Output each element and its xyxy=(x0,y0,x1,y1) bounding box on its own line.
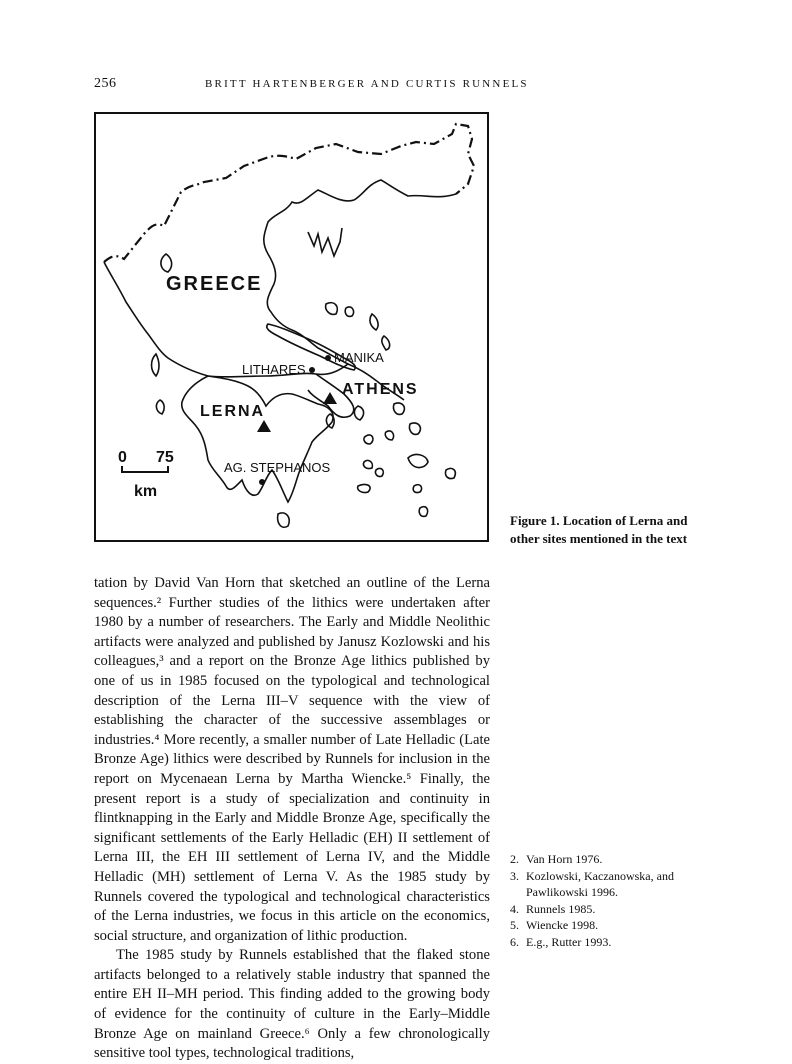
label-athens: ATHENS xyxy=(342,381,419,398)
footnote-text: Kozlowski, Kaczanowska, and Pawlikowski 1996. xyxy=(526,868,674,899)
label-greece: GREECE xyxy=(166,273,263,295)
scale-value: 75 xyxy=(156,449,174,466)
footnotes xyxy=(510,851,710,950)
northern-coastline xyxy=(264,180,456,364)
footnote-number: 6. xyxy=(510,934,519,949)
national-border xyxy=(104,124,474,262)
footnote-number: 2. xyxy=(510,852,519,866)
footnote-number: 4. xyxy=(510,901,519,916)
label-ag-stephanos: AG. STEPHANOS xyxy=(224,460,331,475)
lerna-marker xyxy=(257,420,271,432)
peloponnese-coast xyxy=(182,376,333,502)
manika-marker xyxy=(325,355,331,361)
footnote xyxy=(510,868,710,901)
page-number: 256 xyxy=(94,76,117,91)
footnote-number: 5. xyxy=(510,918,519,932)
label-manika: MANIKA xyxy=(334,350,384,365)
lithares-marker xyxy=(309,367,315,373)
athens-marker xyxy=(323,392,337,404)
footnote xyxy=(510,851,710,868)
footnote xyxy=(510,901,710,918)
scale-unit: km xyxy=(134,483,158,500)
scale-zero: 0 xyxy=(118,449,127,466)
footnote-text: Runnels 1985. xyxy=(526,901,596,916)
scale-bar xyxy=(122,466,168,472)
running-head: BRITT HARTENBERGER AND CURTIS RUNNELS xyxy=(205,78,529,90)
footnote xyxy=(510,934,710,951)
footnote-text: Van Horn 1976. xyxy=(526,852,603,866)
footnote-number: 3. xyxy=(510,868,519,883)
ag-stephanos-marker xyxy=(259,479,265,485)
figure-caption: Figure 1. Location of Lerna and other sites mentioned in the text xyxy=(510,513,688,546)
chalkidiki xyxy=(308,228,342,256)
footnote xyxy=(510,917,710,934)
body-text xyxy=(94,574,490,1064)
figure-map xyxy=(94,112,489,542)
footnote-text: E.g., Rutter 1993. xyxy=(526,934,612,949)
paragraph: tation by David Van Horn that sketched an outline of the Lerna sequences.² Further studies of the lithics were undertaken after 1980 by a number of researchers. The Early and Middle Neolithic artifacts were analyzed and published by Janusz Kozlowski and his colleagues,³ and a report on the Bronze Age lithics published by one of us in 1985 focused on the typological and technological description of the Lerna III–V sequence with the view of establishing the character of the successive assemblages or industries.⁴ More recently, a smaller number of Late Helladic (Late Bronze Age) lithics were described by Runnels for inclusion in the report on Mycenaean Lerna by Martha Wiencke.⁵ Finally, the present report is a study of specialization and continuity in flintknapping in the Early and Middle Bronze Age, specifically the significant settlements of the Early Helladic (EH) II settlement of Lerna III, the EH III settlement of Lerna IV, and the Middle Helladic (MH) settlement of Lerna V. As the 1985 study by Runnels covered the typological and technological characteristics of the Lerna industries, we focus in this article on the economics, social structure, and organization of lithic production. xyxy=(94,575,490,944)
paragraph: The 1985 study by Runnels established that the flaked stone artifacts belonged to a relatively stable industry that spanned the entire EH II–MH period. This finding added to the growing body of evidence for the continuity of culture in the Early–Middle Bronze Age on mainland Greece.⁶ Only a few chronologically sensitive tool types, technological traditions, xyxy=(94,947,490,1062)
footnote-text: Wiencke 1998. xyxy=(526,918,599,932)
greece-map xyxy=(96,114,487,540)
label-lerna: LERNA xyxy=(200,403,266,420)
label-lithares: LITHARES xyxy=(242,362,306,377)
